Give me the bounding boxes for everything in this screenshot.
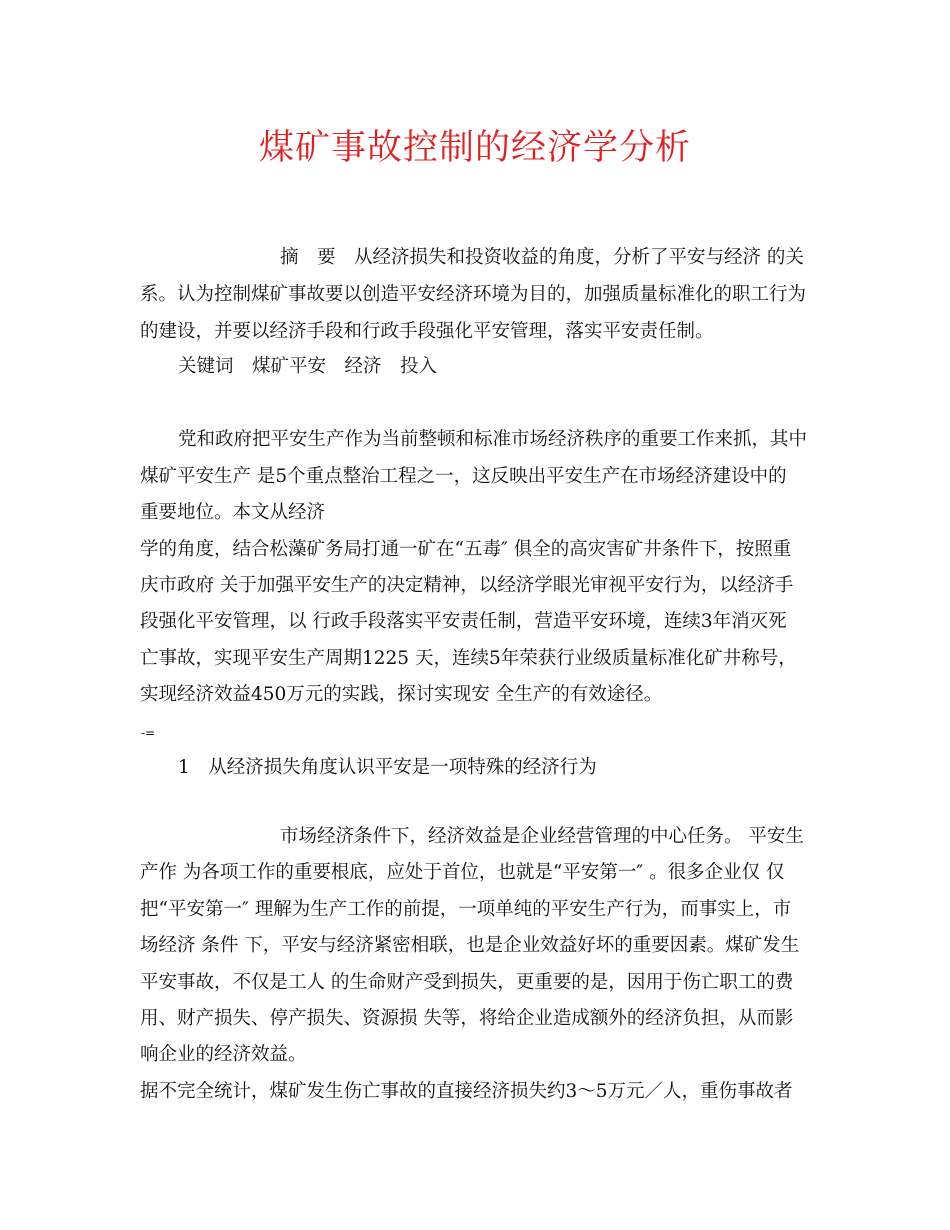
section-line-1: 市场经济条件下，经济效益是企业经营管理的中心任务。 平安生 <box>280 826 804 847</box>
section-line-7: 响企业的经济效益。 <box>140 1044 307 1065</box>
body-line-8: 实现经济效益450万元的实践，探讨实现安 全生产的有效途径。 <box>140 684 663 705</box>
section-line-3: 把“平安第一″ 理解为生产工作的前提，一项单纯的平安生产行为，而事实上，市 <box>140 899 792 920</box>
abstract-line-2: 系。认为控制煤矿事故要以创造平安经济环境为目的，加强质量标准化的职工行为 <box>140 284 807 305</box>
body-line-5: 庆市政府 关于加强平安生产的决定精神，以经济学眼光审视平安行为，以经济手 <box>140 575 794 596</box>
body-line-1: 党和政府把平安生产作为当前整顿和标准市场经济秩序的重要工作来抓，其中 <box>178 429 808 450</box>
body-line-2: 煤矿平安生产 是5个重点整治工程之一，这反映出平安生产在市场经济建设中的 <box>140 466 787 487</box>
body-line-3: 重要地位。本文从经济 <box>140 502 326 523</box>
body-line-4: 学的角度，结合松藻矿务局打通一矿在“五毒″ 俱全的高灾害矿井条件下，按照重 <box>140 539 792 560</box>
document-title: 煤矿事故控制的经济学分析 <box>258 128 691 168</box>
body-line-6: 段强化平安管理，以 行政手段落实平安责任制，营造平安环境，连续3年消灭死 <box>140 611 787 632</box>
keywords-line: 关键词 煤矿平安 经济 投入 <box>178 356 438 377</box>
section-line-5: 平安事故，不仅是工人 的生命财产受到损失，更重要的是，因用于伤亡职工的费 <box>140 972 794 993</box>
abstract-line-1: 摘 要 从经济损失和投资收益的角度，分析了平安与经济 的关 <box>280 247 804 268</box>
section-heading-1: 1 从经济损失角度认识平安是一项特殊的经济行为 <box>178 757 597 778</box>
section-line-2: 产作 为各项工作的重要根底，应处于首位，也就是“平安第一″ 。很多企业仅 仅 <box>140 862 785 883</box>
section-line-8: 据不完全统计，煤矿发生伤亡事故的直接经济损失约3～5万元／人，重伤事故者 <box>140 1081 793 1102</box>
section-line-4: 场经济 条件 下，平安与经济紧密相联，也是企业效益好坏的重要因素。煤矿发生 <box>140 935 800 956</box>
section-line-6: 用、财产损失、停产损失、资源损 失等，将给企业造成额外的经济负担，从而影 <box>140 1008 794 1029</box>
abstract-line-3: 的建设，并要以经济手段和行政手段强化平安管理，落实平安责任制。 <box>140 321 714 342</box>
body-line-7: 亡事故，实现平安生产周期1225 天，连续5年荣获行业级质量标准化矿井称号， <box>140 648 797 669</box>
page-marker: -= <box>141 726 156 740</box>
